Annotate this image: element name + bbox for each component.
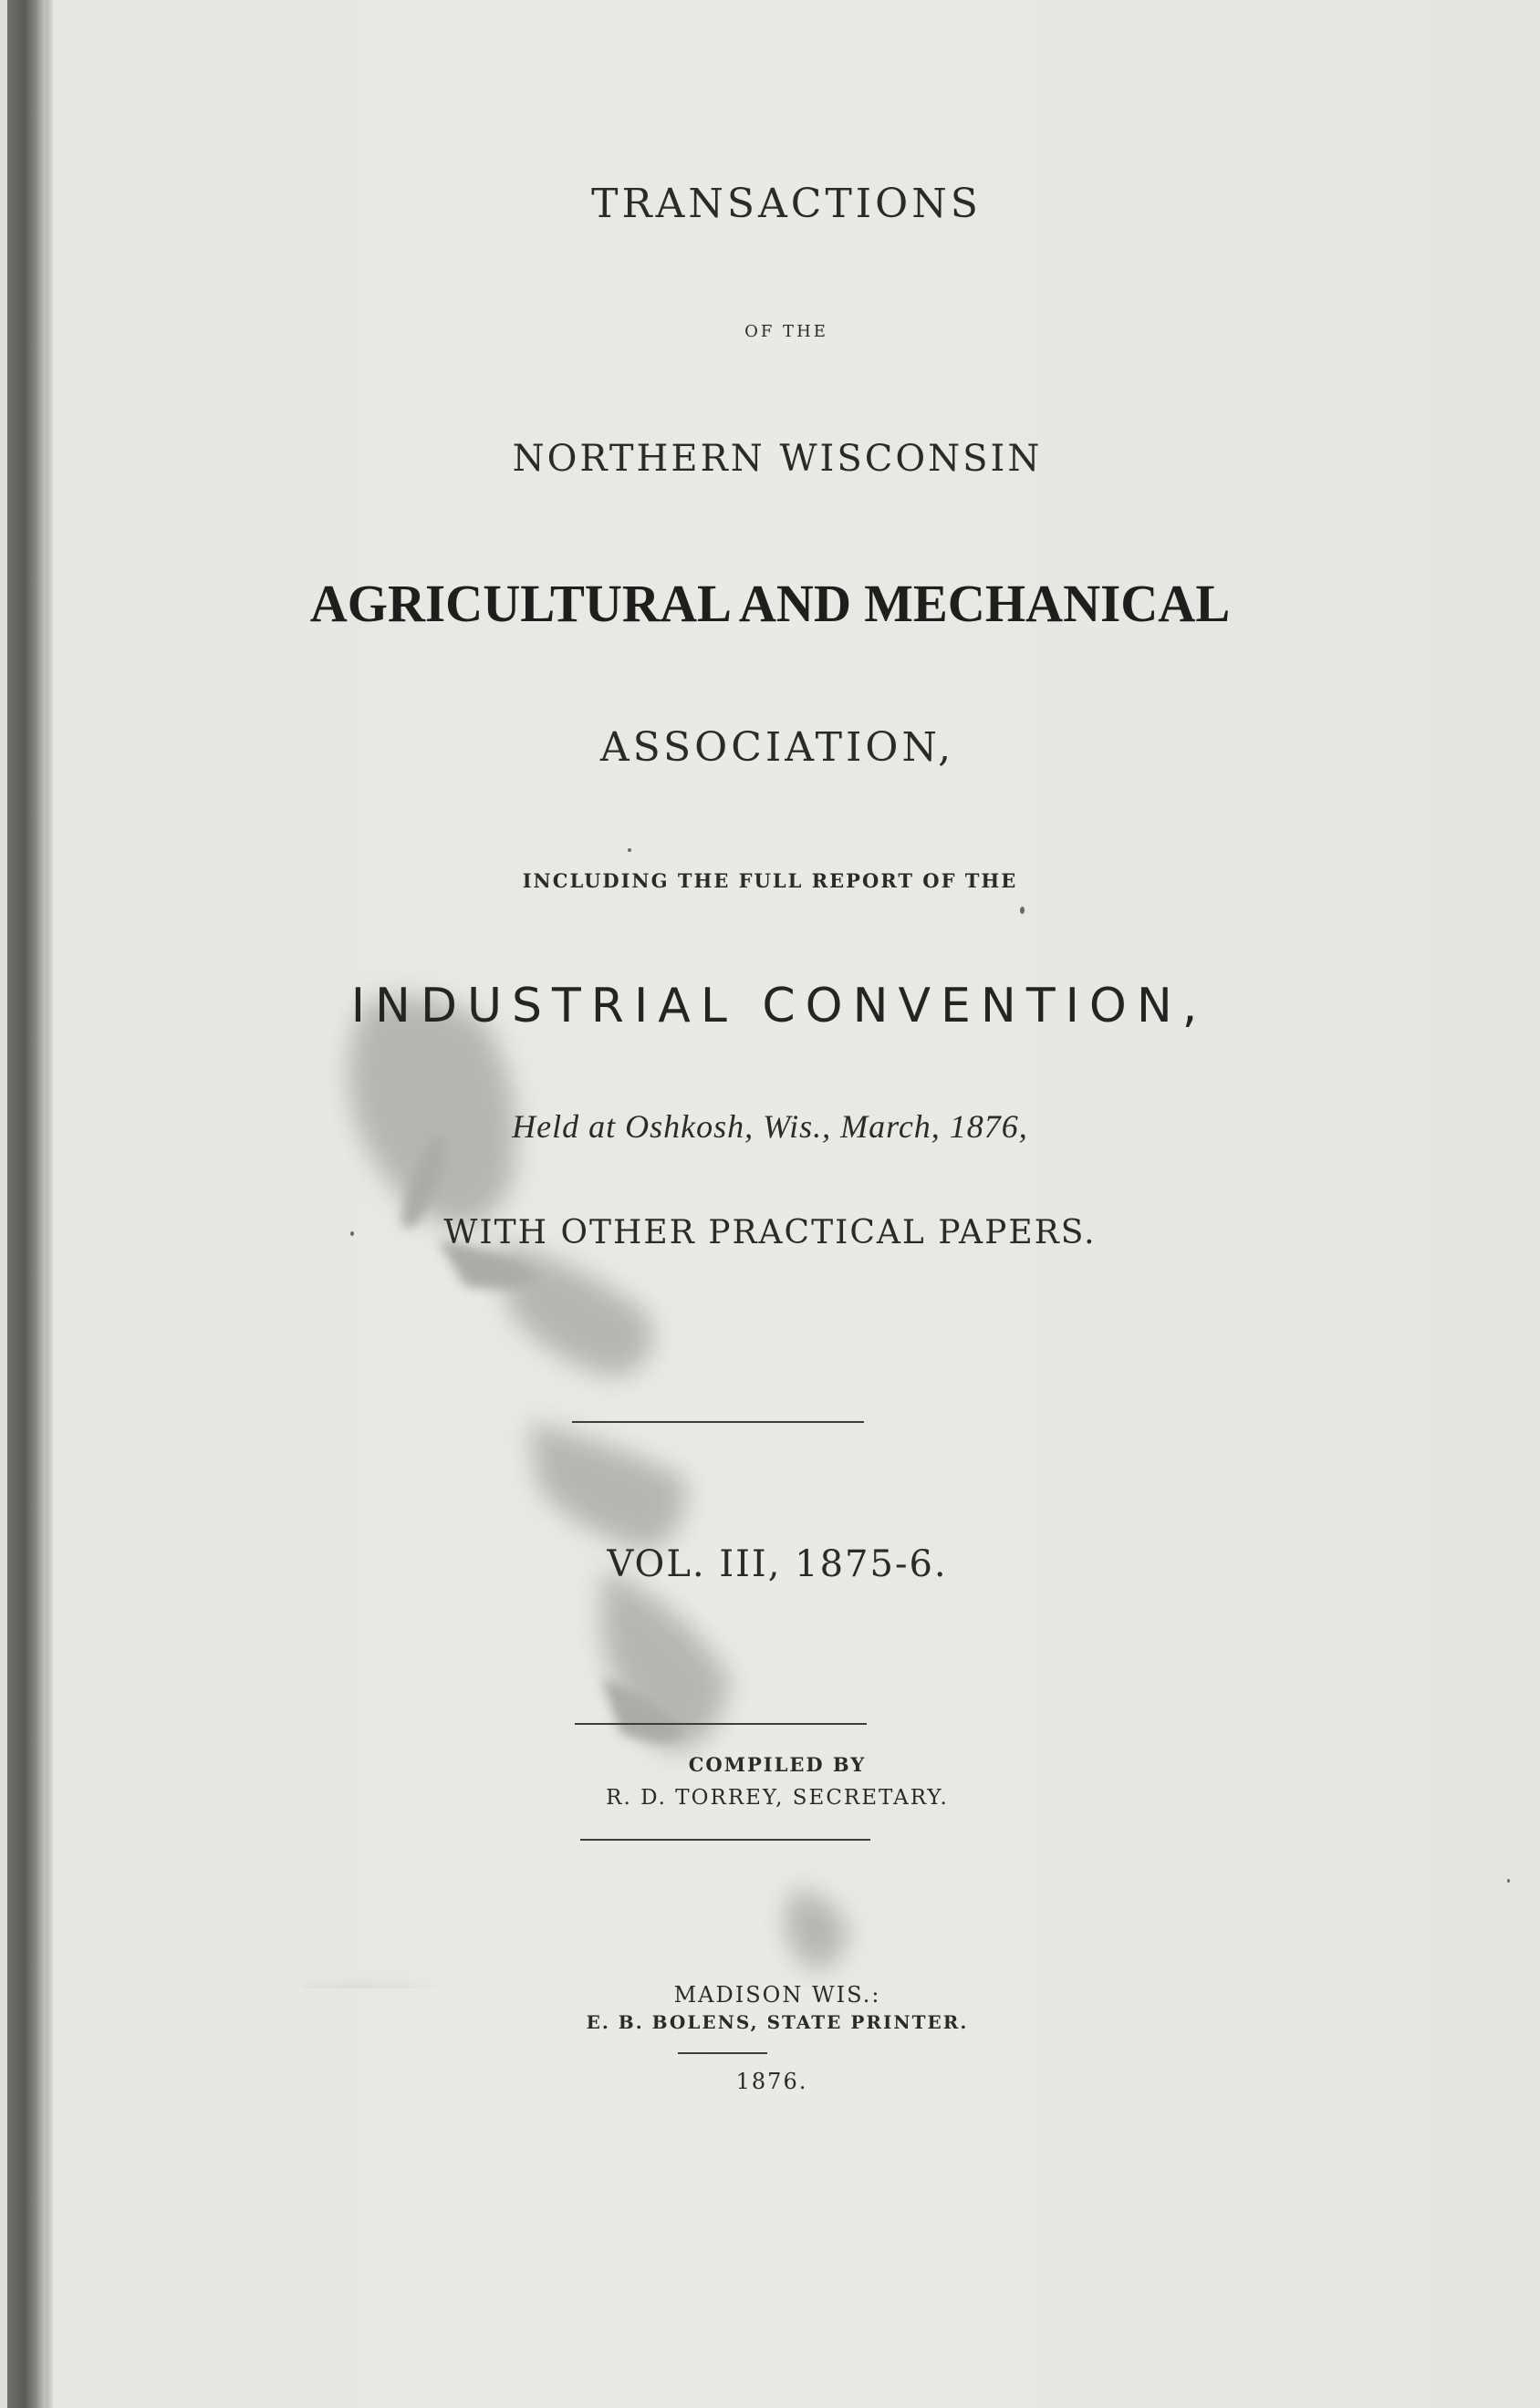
book-spine	[7, 0, 46, 2408]
title-association: ASSOCIATION,	[599, 724, 955, 771]
subtitle-held-at: Held at Oshkosh, Wis., March, 1876,	[512, 1108, 1028, 1145]
title-transactions: TRANSACTIONS	[591, 181, 982, 227]
divider-rule-top	[572, 1421, 864, 1423]
page-gutter	[46, 0, 53, 2408]
title-northern-wisconsin: NORTHERN WISCONSIN	[512, 438, 1043, 480]
imprint-rule	[678, 2052, 767, 2054]
imprint-year: 1876.	[735, 2069, 808, 2094]
paper-speck	[350, 1231, 354, 1236]
title-industrial-convention: INDUSTRIAL CONVENTION,	[350, 979, 1208, 1033]
divider-rule-bottom	[580, 1839, 870, 1841]
compiled-by-label: COMPILED BY	[688, 1753, 867, 1776]
subtitle-with-other-papers: WITH OTHER PRACTICAL PAPERS.	[443, 1214, 1097, 1251]
paper-speck	[1020, 907, 1025, 914]
subtitle-including-report: INCLUDING THE FULL REPORT OF THE	[522, 869, 1018, 892]
imprint-place: MADISON WIS.:	[673, 1982, 881, 2008]
paper-speck	[1507, 1879, 1510, 1883]
imprint-printer: E. B. BOLENS, STATE PRINTER.	[586, 2011, 969, 2033]
title-of-the: OF THE	[744, 322, 828, 341]
divider-rule-middle	[575, 1723, 867, 1725]
compiler-name: R. D. TORREY, SECRETARY.	[606, 1786, 949, 1810]
volume-label: VOL. III, 1875-6.	[607, 1543, 948, 1585]
title-agricultural-and-mechanical: AGRICULTURAL AND MECHANICAL	[309, 574, 1231, 633]
paper-speck	[628, 848, 631, 852]
